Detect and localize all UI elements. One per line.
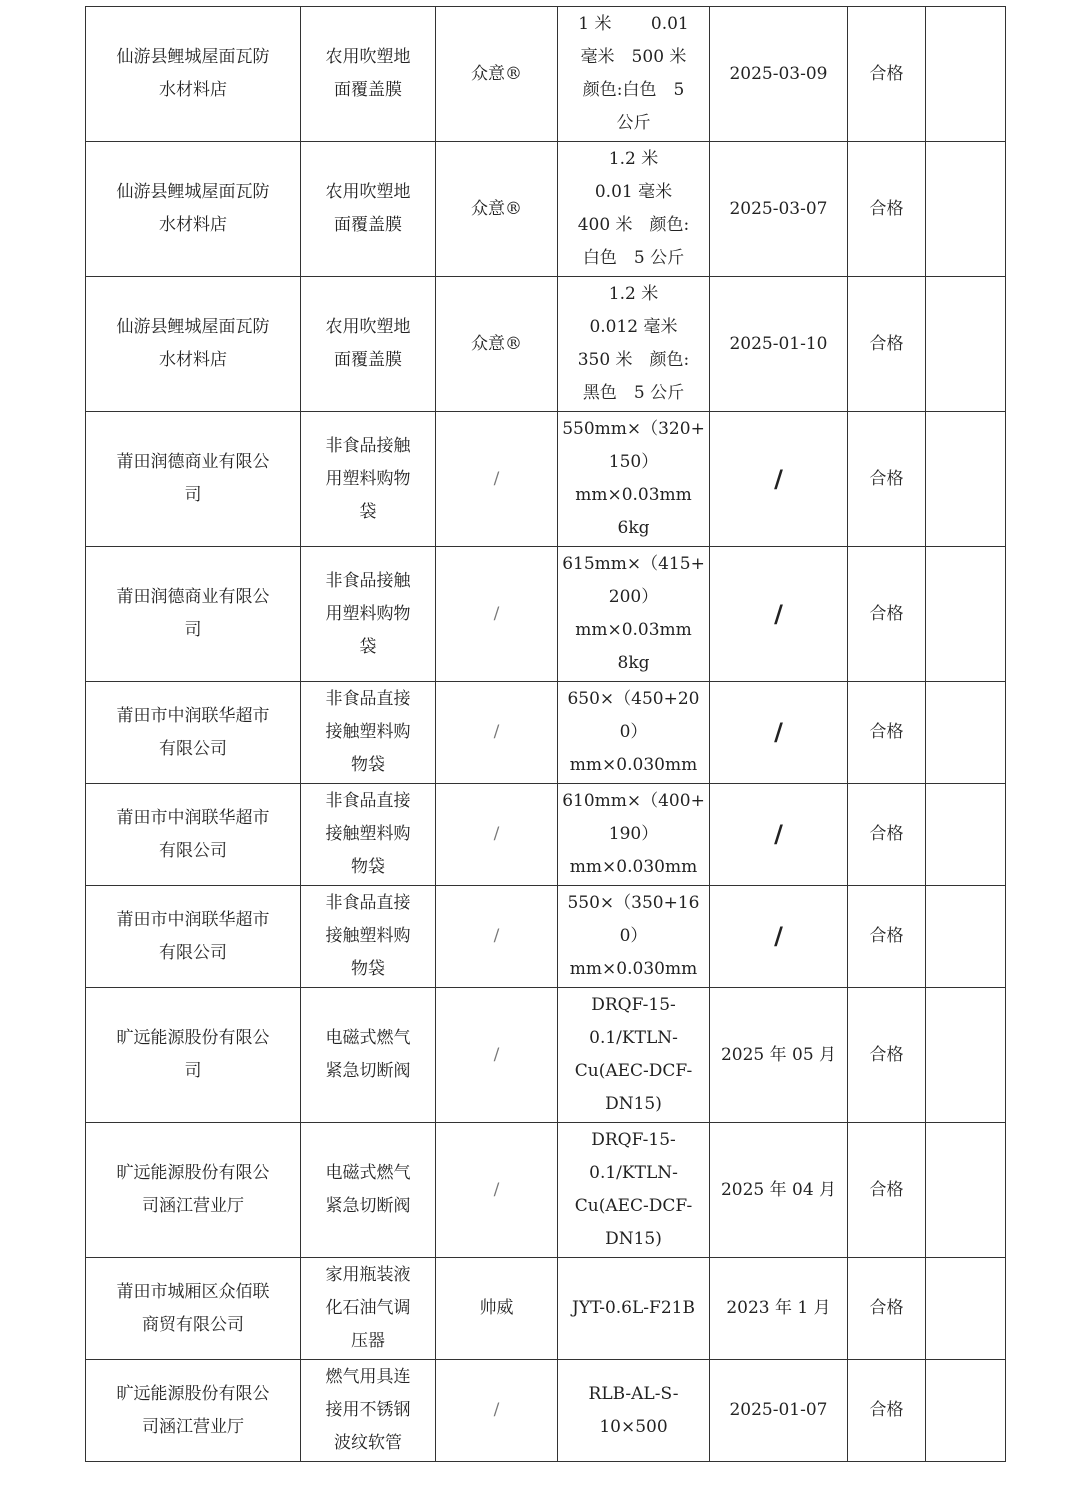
product-name-cell [301,784,436,886]
remarks-cell [926,886,1006,988]
spec-model-cell-line: 550×（350+16 [567,893,700,913]
table-row [86,784,1006,886]
product-name-cell [301,886,436,988]
company-name-cell-line: 莆田润德商业有限公 [116,587,270,607]
spec-model-cell-line: 1.2 米 [608,284,659,304]
product-name-cell-line: 面覆盖膜 [334,350,402,370]
product-name-cell-line: 接触塑料购 [325,824,411,844]
product-name-cell [301,142,436,277]
product-name-cell-line: 紧急切断阀 [325,1061,411,1081]
product-name-cell-line: 非食品直接 [325,689,411,709]
spec-model-cell-line: DRQF-15- [591,995,676,1015]
product-name-cell-line: 接触塑料购 [325,722,411,742]
company-name-cell-line: 水材料店 [159,80,227,100]
spec-model-cell-line: DN15) [605,1229,662,1249]
result-cell: 合格 [848,277,926,412]
table-row [86,1123,1006,1258]
product-name-cell-line: 波纹软管 [334,1433,402,1453]
spec-model-cell [558,277,710,412]
remarks-cell [926,412,1006,547]
company-name-cell-line: 有限公司 [159,840,227,861]
company-name-cell [86,412,301,547]
table-row [86,1360,1006,1462]
table-row [86,988,1006,1123]
company-name-cell [86,7,301,142]
spec-model-cell [558,547,710,682]
spec-model-cell-line: 190） [608,824,659,844]
company-name-cell-line: 旷远能源股份有限公 [116,1383,270,1404]
remarks-cell [926,7,1006,142]
product-name-cell-line: 紧急切断阀 [325,1196,411,1216]
table-row [86,142,1006,277]
product-name-cell-line: 面覆盖膜 [334,215,402,235]
company-name-cell-line: 有限公司 [159,942,227,963]
product-name-cell-line: 燃气用具连 [325,1367,411,1387]
result-cell: 合格 [848,1360,926,1462]
spec-model-cell-line: 10×500 [599,1416,668,1437]
result-cell: 合格 [848,682,926,784]
company-name-cell [86,682,301,784]
spec-model-cell-line: mm×0.030mm [569,857,698,877]
product-name-cell-line: 压器 [351,1331,385,1351]
company-name-cell-line: 仙游县鲤城屋面瓦防 [116,317,270,337]
company-name-cell-line: 莆田市城厢区众佰联 [116,1281,270,1302]
spec-model-cell-line: Cu(AEC-DCF- [574,1196,693,1216]
spec-model-cell-line: 0.01 毫米 [594,182,673,202]
table-row [86,412,1006,547]
remarks-cell [926,682,1006,784]
company-name-cell-line: 水材料店 [159,350,227,370]
product-name-cell [301,1360,436,1462]
result-cell: 合格 [848,1123,926,1258]
remarks-cell [926,988,1006,1123]
remarks-cell [926,1258,1006,1360]
result-cell: 合格 [848,988,926,1123]
product-name-cell-line: 电磁式燃气 [325,1028,411,1048]
brand-cell: 众意® [436,142,558,277]
brand-cell: / [436,412,558,547]
brand-cell: 众意® [436,277,558,412]
result-cell: 合格 [848,784,926,886]
production-date-cell: 2025 年 04 月 [710,1123,848,1258]
spec-model-cell-line: 650×（450+20 [567,689,700,709]
table-body [86,7,1006,1462]
spec-model-cell-line: 610mm×（400+ [562,791,705,811]
production-date-cell: 2025-03-07 [710,142,848,277]
spec-model-cell-line: 毫米 500 米 [580,47,687,67]
spec-model-cell-line: 550mm×（320+ [562,419,705,439]
spec-model-cell-line: 0.1/KTLN- [589,1028,678,1048]
production-date-cell: / [710,886,848,988]
product-name-cell-line: 用塑料购物 [325,603,411,624]
company-name-cell-line: 仙游县鲤城屋面瓦防 [116,182,270,202]
company-name-cell [86,1258,301,1360]
company-name-cell-line: 商贸有限公司 [142,1314,244,1335]
table-row [86,1258,1006,1360]
spec-model-cell [558,1123,710,1258]
spec-model-cell-line: 8kg [617,653,650,673]
remarks-cell [926,142,1006,277]
company-name-cell-line: 莆田市中润联华超市 [116,807,270,828]
product-name-cell [301,682,436,784]
inspection-results-table [85,6,1006,1462]
company-name-cell [86,1123,301,1258]
spec-model-cell [558,784,710,886]
remarks-cell [926,784,1006,886]
spec-model-cell-line: 615mm×（415+ [562,554,705,574]
company-name-cell-line: 司 [184,620,202,640]
production-date-cell: 2025-03-09 [710,7,848,142]
product-name-cell-line: 物袋 [351,959,385,979]
spec-model-cell-line: 公斤 [616,113,651,133]
result-cell: 合格 [848,412,926,547]
spec-model-cell [558,988,710,1123]
spec-model-cell-line: 0.012 毫米 [589,317,678,337]
product-name-cell-line: 电磁式燃气 [325,1163,411,1183]
spec-model-cell-line: 0） [619,926,648,946]
spec-model-cell [558,1258,710,1360]
company-name-cell-line: 有限公司 [159,738,227,759]
company-name-cell [86,988,301,1123]
product-name-cell-line: 家用瓶装液 [325,1265,411,1285]
product-name-cell [301,277,436,412]
product-name-cell-line: 非食品接触 [325,435,411,456]
production-date-cell: / [710,682,848,784]
company-name-cell-line: 仙游县鲤城屋面瓦防 [116,47,270,67]
table-row [86,886,1006,988]
brand-cell: / [436,1123,558,1258]
company-name-cell-line: 旷远能源股份有限公 [116,1028,270,1048]
product-name-cell [301,1258,436,1360]
table-row [86,7,1006,142]
production-date-cell: 2025-01-07 [710,1360,848,1462]
product-name-cell-line: 物袋 [351,857,385,877]
product-name-cell-line: 接触塑料购 [325,926,411,946]
spec-model-cell-line: 200） [608,587,659,607]
brand-cell: 帅威 [436,1258,558,1360]
brand-cell: / [436,547,558,682]
product-name-cell-line: 非食品直接 [325,791,411,811]
spec-model-cell-line: JYT-0.6L-F21B [572,1298,695,1318]
spec-model-cell-line: 150） [608,452,659,472]
company-name-cell-line: 司 [184,485,202,505]
spec-model-cell-line: 1.2 米 [608,149,659,169]
spec-model-cell-line: 黑色 5 公斤 [582,383,685,403]
spec-model-cell-line: 400 米 颜色: [577,215,690,235]
company-name-cell [86,784,301,886]
company-name-cell [86,1360,301,1462]
spec-model-cell [558,1360,710,1462]
brand-cell: / [436,784,558,886]
product-name-cell-line: 袋 [359,501,377,522]
result-cell: 合格 [848,7,926,142]
spec-model-cell-line: Cu(AEC-DCF- [574,1061,693,1081]
spec-model-cell-line: mm×0.03mm [575,485,692,505]
brand-cell: / [436,886,558,988]
spec-model-cell-line: 0） [619,722,648,742]
spec-model-cell-line: DN15) [605,1094,662,1114]
product-name-cell [301,7,436,142]
table-row [86,277,1006,412]
product-name-cell [301,1123,436,1258]
spec-model-cell [558,7,710,142]
product-name-cell-line: 农用吹塑地 [325,182,411,202]
spec-model-cell-line: mm×0.030mm [569,755,698,775]
spec-model-cell [558,142,710,277]
company-name-cell-line: 旷远能源股份有限公 [116,1163,270,1183]
product-name-cell-line: 非食品直接 [325,893,411,913]
product-name-cell-line: 农用吹塑地 [325,47,411,67]
spec-model-cell-line: 白色 5 公斤 [582,248,685,268]
brand-cell: / [436,1360,558,1462]
company-name-cell-line: 莆田市中润联华超市 [116,705,270,726]
remarks-cell [926,277,1006,412]
company-name-cell-line: 水材料店 [159,215,227,235]
product-name-cell [301,988,436,1123]
product-name-cell [301,412,436,547]
remarks-cell [926,1123,1006,1258]
company-name-cell-line: 司涵江营业厅 [142,1196,244,1216]
company-name-cell-line: 莆田市中润联华超市 [116,909,270,930]
production-date-cell: / [710,547,848,682]
product-name-cell-line: 接用不锈钢 [325,1400,411,1420]
product-name-cell-line: 农用吹塑地 [325,317,411,337]
production-date-cell: 2025-01-10 [710,277,848,412]
company-name-cell [86,277,301,412]
company-name-cell-line: 司涵江营业厅 [142,1416,244,1437]
result-cell: 合格 [848,1258,926,1360]
spec-model-cell-line: 350 米 颜色: [577,350,690,370]
product-name-cell-line: 用塑料购物 [325,468,411,489]
product-name-cell-line: 化石油气调 [325,1298,411,1318]
result-cell: 合格 [848,142,926,277]
brand-cell: 众意® [436,7,558,142]
spec-model-cell-line: mm×0.030mm [569,959,698,979]
company-name-cell [86,142,301,277]
company-name-cell-line: 司 [184,1061,202,1081]
table-row [86,547,1006,682]
production-date-cell: / [710,784,848,886]
spec-model-cell-line: DRQF-15- [591,1130,676,1150]
spec-model-cell [558,682,710,784]
remarks-cell [926,547,1006,682]
spec-model-cell-line: 6kg [617,518,650,538]
table-row [86,682,1006,784]
spec-model-cell-line: 1 米 0.01 [578,14,689,34]
production-date-cell: 2025 年 05 月 [710,988,848,1123]
spec-model-cell-line: RLB-AL-S- [588,1383,679,1404]
product-name-cell [301,547,436,682]
remarks-cell [926,1360,1006,1462]
company-name-cell-line: 莆田润德商业有限公 [116,452,270,472]
brand-cell: / [436,682,558,784]
production-date-cell: 2023 年 1 月 [710,1258,848,1360]
product-name-cell-line: 袋 [359,636,377,657]
company-name-cell [86,547,301,682]
product-name-cell-line: 物袋 [351,755,385,775]
product-name-cell-line: 非食品接触 [325,570,411,591]
product-name-cell-line: 面覆盖膜 [334,80,402,100]
result-cell: 合格 [848,886,926,988]
company-name-cell [86,886,301,988]
spec-model-cell [558,886,710,988]
production-date-cell: / [710,412,848,547]
spec-model-cell [558,412,710,547]
brand-cell: / [436,988,558,1123]
spec-model-cell-line: 颜色:白色 5 [582,80,685,100]
spec-model-cell-line: 0.1/KTLN- [589,1163,678,1183]
result-cell: 合格 [848,547,926,682]
spec-model-cell-line: mm×0.03mm [575,620,692,640]
